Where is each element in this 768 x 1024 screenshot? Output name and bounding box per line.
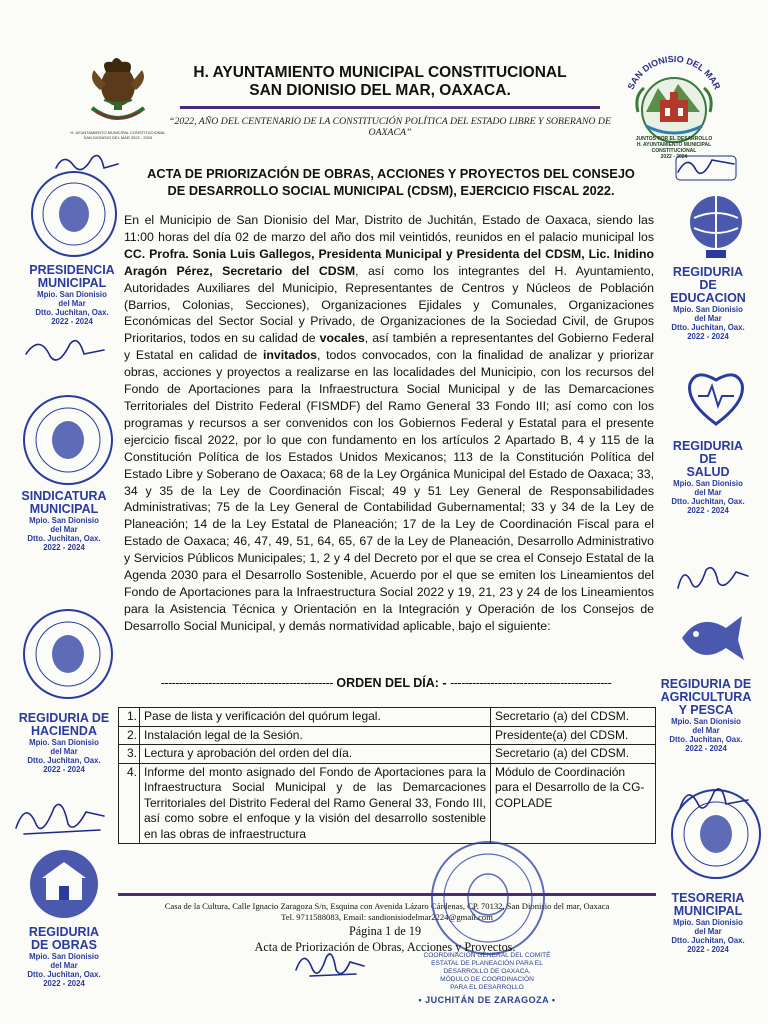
signature-bottom-icon bbox=[290, 940, 370, 990]
body-paragraph: En el Municipio de San Dionisio del Mar, Distrito de Juchitán, Estado de Oaxaca, siendo las 11:00 horas del día 02 de marzo del año dos mil veintidós, reunidos en el palacio municipal los CC. Profra. Sonia Luis Gallegos, Presidenta Municipal y Presidenta del CDSM, Lic. Inidino Aragón Pérez, Secretario del CDSM, así como los integrantes del H. Ayuntamiento, Autoridades Auxiliares del Municipio, Representantes de Centros y Núcleos de Población (Barrios, Colonias, Secciones), Organizaciones Ejidales y Comunales, Organizaciones Económicas del Sector Social y Privado, de Organizaciones de la Sociedad Civil, de Grupos Prioritarios, todos en su calidad de vocales, así también a representantes del Gobierno Federal y Estatal en calidad de invitados, todos convocados, con la finalidad de analizar y priorizar obras, acciones y proyectos a realizarse en las localidades del Municipio, con los recursos del Fondo de Aportaciones para la Infraestructura Social Municipal y de las Demarcaciones Territoriales del Distrito Federal (FISMDF) del Ramo General 33 Fondo III; así como con los programas y recursos a ser convenidos con los Gobiernos Federal y Estatal para el presente ejercicio fiscal 2022, por lo que con fundamento en los artículos 2 Apartado B, 4 y 115 de la Constitución Política de los Estados Unidos Mexicanos; 113 de la Constitución Política del Estado Libre y Soberano de Oaxaca; 68 de la Ley Orgánica Municipal del Estado de Oaxaca; 33, 34 y 35 de la Ley de Coordinación Fiscal; 49 y 51 Ley General de Responsabilidades Administrativas; 75 de la Ley General de Contabilidad Gubernamental; 33 y 34 de la Ley de Planeación; 14 de la Ley Estatal de Planeación; 17 de la Ley de Coordinación Fiscal para el Estado de Oaxaca; 46, 47, 49, 51, 64, 65, 67 de la Ley de Planeación, Desarrollo Administrativo y Servicios Públicos Municipales; 1, 2 y 4 del Decreto por el que se crea el Consejo Estatal de la Agenda 2030 para el Desarrollo Sostenible, Acuerdo por el que se emiten los Lineamientos del Fondo de Aportaciones para la Infraestructura Social 2022 y 19, 21, 23 y 24 de los Lineamientos para la Asistencia Técnica y Orientación en la Integración y Operación de los Consejos de Desarrollo Social Municipal, y demás normatividad aplicable, bajo el siguiente: bbox=[124, 213, 654, 633]
stamp-obras: REGIDURIA DE OBRAS Mpio. San Dionisio del Mar Dtto. Juchitan, Oax. 2022 - 2024 bbox=[27, 925, 101, 989]
agenda-table bbox=[118, 707, 656, 844]
signature-icon bbox=[672, 558, 752, 598]
mexico-coat-of-arms-icon bbox=[78, 50, 158, 130]
table-row: 1. Pase de lista y verificación del quórum legal. Secretario (a) del CDSM. bbox=[119, 708, 656, 727]
table-row: 3. Lectura y aprobación del orden del día. Secretario (a) del CDSM. bbox=[119, 745, 656, 764]
signature-icon bbox=[20, 330, 110, 370]
signature-icon bbox=[672, 150, 744, 184]
stamp-sindicatura: SINDICATURA MUNICIPAL Mpio. San Dionisio del Mar Dtto. Juchitan, Oax. 2022 - 2024 bbox=[21, 489, 107, 553]
header-motto: “2022, AÑO DEL CENTENARIO DE LA CONSTITUCIÓN POLÍTICA DEL ESTADO LIBRE Y SOBERANO DE OAXACA” bbox=[169, 116, 611, 138]
hacienda-seal-icon bbox=[20, 606, 116, 702]
presidencia-seal-icon bbox=[28, 168, 120, 260]
logo-caption: JUNTOS POR EL DESARROLLO H. AYUNTAMIENTO MUNICIPAL CONSTITUCIONAL 2022 - 2024 bbox=[635, 136, 713, 160]
header-rule bbox=[180, 106, 600, 109]
page-number: Página 1 de 19 bbox=[348, 924, 422, 938]
footer-acta-title: Acta de Priorización de Obras, Acciones y Proyectos. bbox=[254, 940, 516, 954]
fish-icon bbox=[670, 598, 750, 674]
signature-icon bbox=[52, 148, 122, 178]
coat-caption: H. AYUNTAMIENTO MUNICIPAL CONSTITUCIONAL SAN DIONISIO DEL MAR 2022 - 2024 bbox=[70, 130, 166, 140]
stamp-educacion: REGIDURIA DE EDUCACION Mpio. San Dionisio del Mar Dtto. Juchitan, Oax. 2022 - 2024 bbox=[670, 265, 746, 342]
obras-badge-icon bbox=[26, 846, 102, 922]
coplade-stamp-text: COORDINACIÓN GENERAL DEL COMITÉ ESTATAL DE PLANEACIÓN PARA EL DESARROLLO DE OAXACA. MÓDULO DE COORDINACIÓN PARA EL DESARROLLO • JUCHITÁN DE ZARAGOZA • bbox=[418, 952, 556, 1005]
svg-text:SAN DIONISIO DEL MAR: SAN DIONISIO DEL MAR bbox=[625, 53, 723, 91]
stamp-tesoreria: TESORERIA MUNICIPAL Mpio. San Dionisio del Mar Dtto. Juchitan, Oax. 2022 - 2024 bbox=[671, 891, 745, 955]
table-row: 4. Informe del monto asignado del Fondo de Aportaciones para la Infraestructura Social Municipal y de las Demarcaciones Territoriales del Distrito Federal del Ramo General 33, Fondo III, así como sobre el enfoque y la visión del desarrollo sostenible en las obras de infraestructura Módulo de Coordinación para el Desarrollo de la CG-COPLADE bbox=[119, 763, 656, 844]
sindicatura-seal-icon bbox=[20, 392, 116, 488]
stamp-hacienda: REGIDURIA DE HACIENDA Mpio. San Dionisio del Mar Dtto. Juchitan, Oax. 2022 - 2024 bbox=[18, 711, 110, 775]
table-row: 2. Instalación legal de la Sesión. Presidente(a) del CDSM. bbox=[119, 726, 656, 745]
municipality-title: H. AYUNTAMIENTO MUNICIPAL CONSTITUCIONAL SAN DIONISIO DEL MAR, OAXACA. bbox=[193, 64, 567, 99]
footer-rule bbox=[118, 893, 656, 896]
signature-icon bbox=[10, 794, 110, 844]
signature-icon bbox=[674, 780, 754, 820]
education-globe-icon bbox=[680, 190, 752, 262]
agenda-heading: ----------------------------------------------- ORDEN DEL DÍA: - -------------------------------------------- bbox=[160, 676, 612, 690]
stamp-presidencia: PRESIDENCIA MUNICIPAL Mpio. San Dionisio del Mar Dtto. Juchitan, Oax. 2022 - 2024 bbox=[29, 263, 115, 327]
stamp-agricultura: REGIDURIA DE AGRICULTURA Y PESCA Mpio. San Dionisio del Mar Dtto. Juchitan, Oax. 2022 - 2024 bbox=[660, 677, 752, 754]
stamp-salud: REGIDURIA DE SALUD Mpio. San Dionisio del Mar Dtto. Juchitan, Oax. 2022 - 2024 bbox=[671, 439, 745, 516]
footer-address: Casa de la Cultura, Calle Ignacio Zaragoza S/n, Esquina con Avenida Lázaro Cárdenas, CP. 70132, San Dionisio del mar, Oaxaca Tel. 9711588083, Email: sandionisiodelmar2224@gmail.com bbox=[164, 901, 610, 922]
health-heart-icon bbox=[680, 360, 752, 432]
document-title: ACTA DE PRIORIZACIÓN DE OBRAS, ACCIONES Y PROYECTOS DEL CONSEJO DE DESARROLLO SOCIAL MUNICIPAL (CDSM), EJERCICIO FISCAL 2022. bbox=[147, 166, 635, 198]
